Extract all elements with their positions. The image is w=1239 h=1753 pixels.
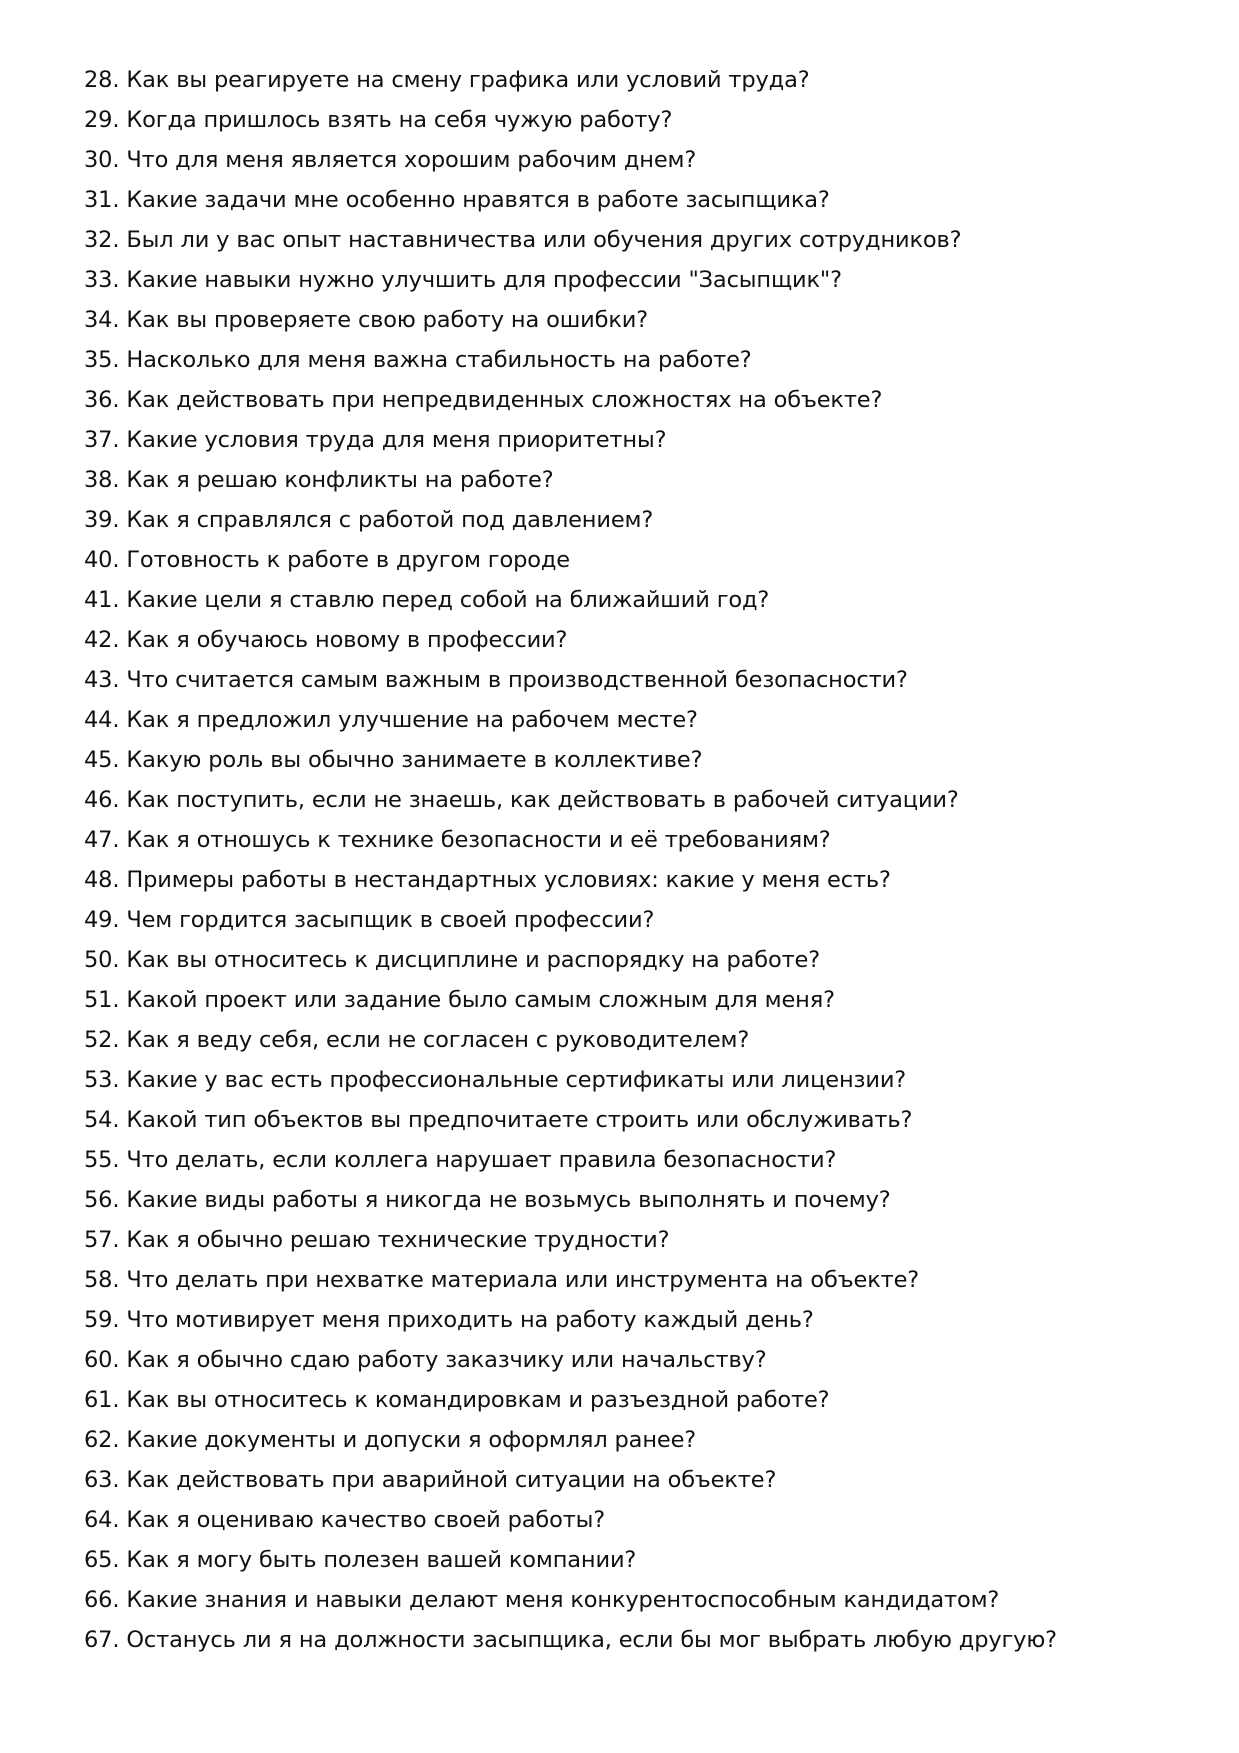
question-item: 57. Как я обычно решаю технические трудности? <box>84 1227 670 1253</box>
question-item: 48. Примеры работы в нестандартных условиях: какие у меня есть? <box>84 867 891 893</box>
question-item: 29. Когда пришлось взять на себя чужую работу? <box>84 107 673 133</box>
question-item: 33. Какие навыки нужно улучшить для профессии "Засыпщик"? <box>84 267 842 293</box>
question-item: 40. Готовность к работе в другом городе <box>84 547 570 573</box>
question-item: 31. Какие задачи мне особенно нравятся в работе засыпщика? <box>84 187 830 213</box>
question-item: 41. Какие цели я ставлю перед собой на ближайший год? <box>84 587 770 613</box>
question-item: 32. Был ли у вас опыт наставничества или обучения других сотрудников? <box>84 227 962 253</box>
question-item: 42. Как я обучаюсь новому в профессии? <box>84 627 568 653</box>
question-item: 38. Как я решаю конфликты на работе? <box>84 467 554 493</box>
question-item: 50. Как вы относитесь к дисциплине и распорядку на работе? <box>84 947 821 973</box>
question-item: 54. Какой тип объектов вы предпочитаете строить или обслуживать? <box>84 1107 913 1133</box>
question-item: 66. Какие знания и навыки делают меня конкурентоспособным кандидатом? <box>84 1587 1000 1613</box>
question-item: 59. Что мотивирует меня приходить на работу каждый день? <box>84 1307 814 1333</box>
question-item: 45. Какую роль вы обычно занимаете в коллективе? <box>84 747 703 773</box>
question-item: 36. Как действовать при непредвиденных сложностях на объекте? <box>84 387 883 413</box>
question-item: 62. Какие документы и допуски я оформлял ранее? <box>84 1427 697 1453</box>
question-item: 64. Как я оцениваю качество своей работы? <box>84 1507 606 1533</box>
question-item: 47. Как я отношусь к технике безопасности и её требованиям? <box>84 827 831 853</box>
question-item: 65. Как я могу быть полезен вашей компании? <box>84 1547 637 1573</box>
question-item: 58. Что делать при нехватке материала или инструмента на объекте? <box>84 1267 920 1293</box>
question-item: 30. Что для меня является хорошим рабочим днем? <box>84 147 697 173</box>
question-item: 44. Как я предложил улучшение на рабочем месте? <box>84 707 698 733</box>
question-item: 43. Что считается самым важным в производственной безопасности? <box>84 667 908 693</box>
question-item: 61. Как вы относитесь к командировкам и разъездной работе? <box>84 1387 830 1413</box>
question-item: 51. Какой проект или задание было самым сложным для меня? <box>84 987 835 1013</box>
question-item: 67. Останусь ли я на должности засыпщика, если бы мог выбрать любую другую? <box>84 1627 1057 1653</box>
question-item: 49. Чем гордится засыпщик в своей профессии? <box>84 907 655 933</box>
question-item: 28. Как вы реагируете на смену графика или условий труда? <box>84 67 810 93</box>
question-item: 55. Что делать, если коллега нарушает правила безопасности? <box>84 1147 837 1173</box>
question-item: 46. Как поступить, если не знаешь, как действовать в рабочей ситуации? <box>84 787 959 813</box>
question-item: 35. Насколько для меня важна стабильность на работе? <box>84 347 752 373</box>
question-item: 39. Как я справлялся с работой под давлением? <box>84 507 654 533</box>
question-item: 56. Какие виды работы я никогда не возьмусь выполнять и почему? <box>84 1187 891 1213</box>
question-item: 52. Как я веду себя, если не согласен с руководителем? <box>84 1027 750 1053</box>
question-list <box>84 60 1204 1660</box>
question-item: 37. Какие условия труда для меня приоритетны? <box>84 427 667 453</box>
question-item: 53. Какие у вас есть профессиональные сертификаты или лицензии? <box>84 1067 907 1093</box>
question-item: 34. Как вы проверяете свою работу на ошибки? <box>84 307 649 333</box>
question-item: 63. Как действовать при аварийной ситуации на объекте? <box>84 1467 777 1493</box>
question-item: 60. Как я обычно сдаю работу заказчику или начальству? <box>84 1347 767 1373</box>
